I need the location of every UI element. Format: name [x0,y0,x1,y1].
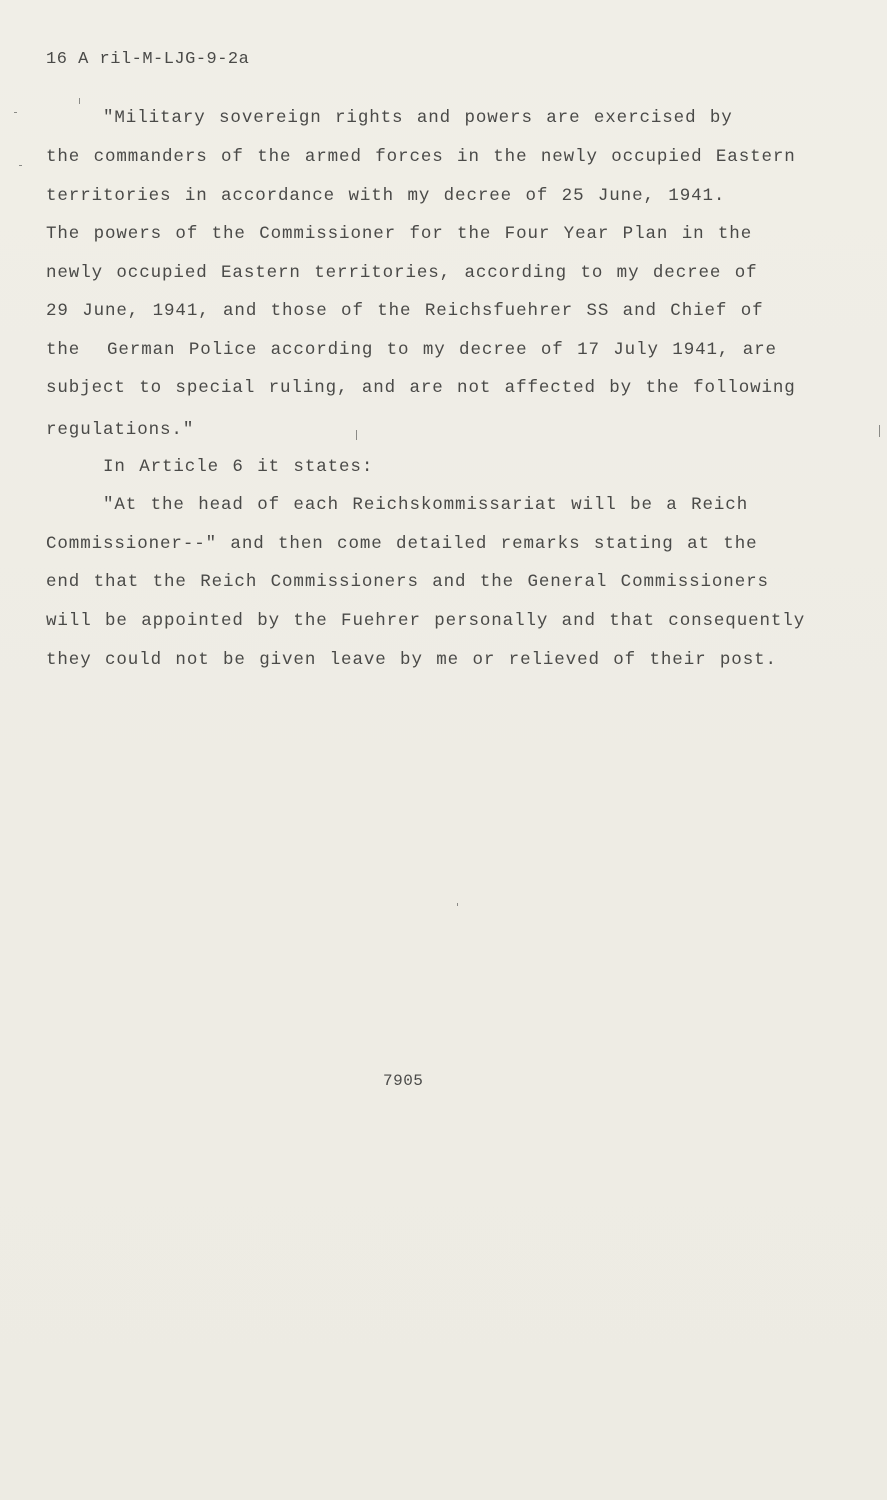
text-line-13: end that the Reich Commissioners and the General Commissioners [46,572,769,592]
text-line-3: territories in accordance with my decree of 25 June, 1941. [46,186,726,206]
text-line-2: the commanders of the armed forces in the newly occupied Eastern [46,147,796,167]
text-line-11: "At the head of each Reichskommissariat will be a Reich [103,495,749,515]
paper-speck [457,903,458,906]
text-line-8: subject to special ruling, and are not affected by the following [46,378,796,398]
page-number: 7905 [383,1072,424,1090]
text-line-6: 29 June, 1941, and those of the Reichsfuehrer SS and Chief of [46,301,764,321]
text-line-5: newly occupied Eastern territories, according to my decree of [46,263,758,283]
paper-speck [19,165,22,166]
text-line-7: the German Police according to my decree of 17 July 1941, are [46,340,777,360]
text-line-12: Commissioner--" and then come detailed remarks stating at the [46,534,758,554]
text-line-14: will be appointed by the Fuehrer personally and that consequently [46,611,806,631]
paper-speck [879,425,880,437]
paper-speck [356,430,357,440]
text-line-4: The powers of the Commissioner for the Four Year Plan in the [46,224,753,244]
text-line-9: regulations." [46,420,195,440]
paper-speck [79,98,80,104]
text-line-15: they could not be given leave by me or relieved of their post. [46,650,777,670]
text-line-1: "Military sovereign rights and powers are exercised by [103,108,733,128]
document-reference-header: 16 A ril-M-LJG-9-2a [46,50,250,69]
text-line-10: In Article 6 it states: [103,457,374,477]
paper-speck [14,112,17,113]
